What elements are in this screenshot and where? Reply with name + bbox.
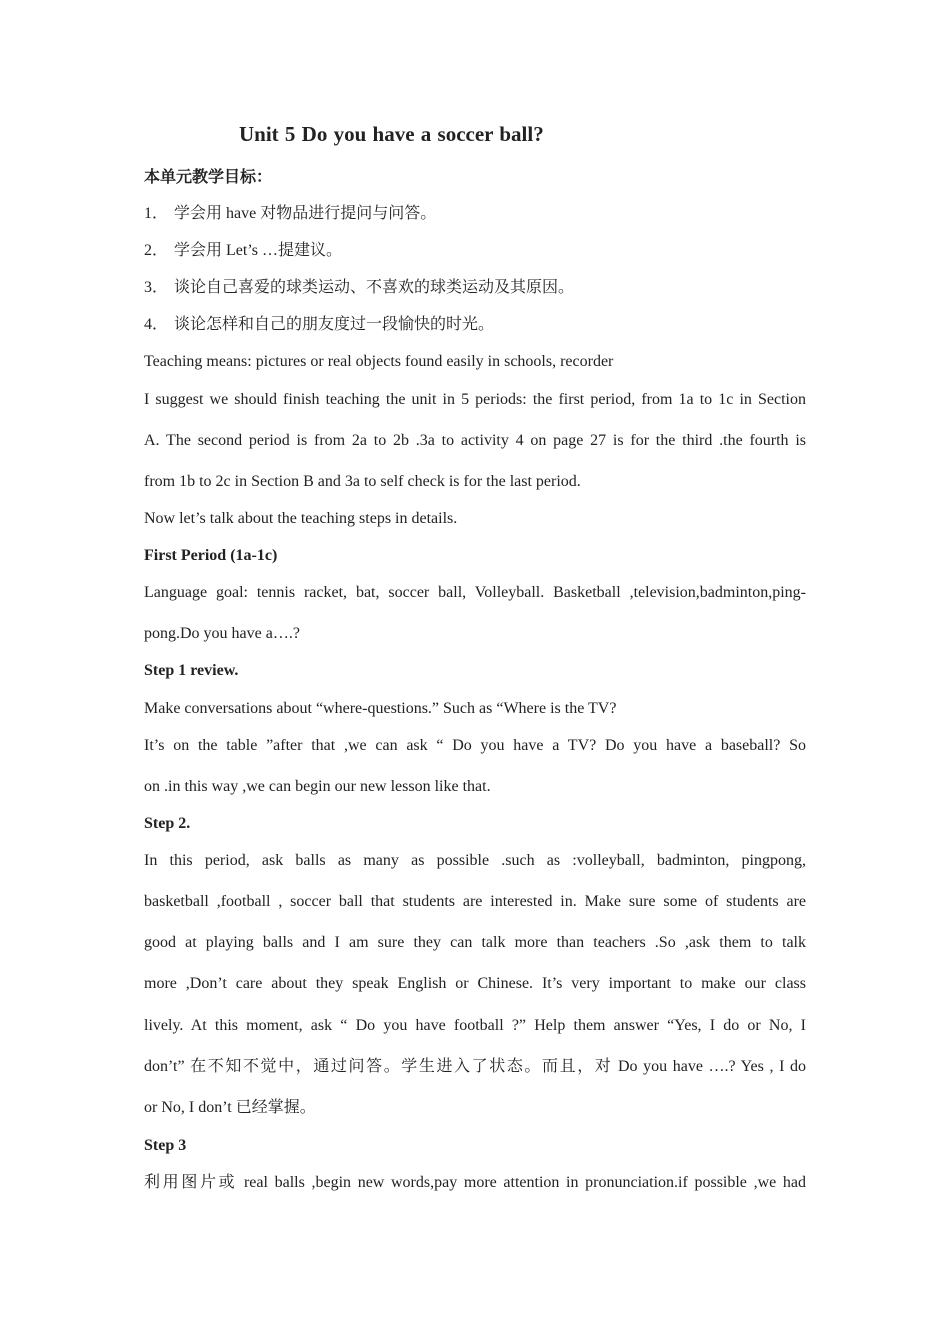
step3-heading: Step 3	[144, 1137, 187, 1154]
step2-heading: Step 2.	[144, 815, 191, 832]
step2-line: or No, I don’t 已经掌握。	[144, 1099, 316, 1116]
objective-text: 学会用 have 对物品进行提问与问答。	[174, 205, 437, 222]
objective-item-1	[144, 203, 806, 225]
objective-item-2	[144, 240, 806, 262]
language-goal-line: Language goal: tennis racket, bat, soccer ball, Volleyball. Basketball ,television,badminton,ping-	[144, 584, 806, 601]
objectives-heading: 本单元教学目标：	[144, 169, 273, 186]
step2-line: basketball ,football , soccer ball that students are interested in. Make sure some of students are	[144, 893, 806, 910]
objective-item-3	[144, 277, 806, 299]
objective-number: 3．	[144, 279, 169, 296]
teaching-means: Teaching means: pictures or real objects found easily in schools, recorder	[144, 353, 614, 370]
step1-line: Make conversations about “where-questions.” Such as “Where is the TV?	[144, 700, 617, 717]
objective-text: 谈论自己喜爱的球类运动、不喜欢的球类运动及其原因。	[174, 279, 575, 296]
step2-line: good at playing balls and I am sure they can talk more than teachers .So ,ask them to talk	[144, 934, 806, 951]
language-goal-line: pong.Do you have a….?	[144, 625, 300, 642]
step2-line: In this period, ask balls as many as possible .such as :volleyball, badminton, pingpong,	[144, 852, 806, 869]
step2-line: more ,Don’t care about they speak English or Chinese. It’s very important to make our class	[144, 975, 806, 992]
objective-number: 4．	[144, 316, 169, 333]
first-period-heading: First Period (1a-1c)	[144, 547, 278, 564]
page-title: Unit 5 Do you have a soccer ball?	[239, 122, 544, 146]
suggest-line: from 1b to 2c in Section B and 3a to self check is for the last period.	[144, 473, 581, 490]
objective-text: 谈论怎样和自己的朋友度过一段愉快的时光。	[174, 316, 495, 333]
objective-number: 2．	[144, 242, 169, 259]
step2-line: lively. At this moment, ask “ Do you have football ?” Help them answer “Yes, I do or No, I	[144, 1017, 806, 1034]
step1-line: on .in this way ,we can begin our new lesson like that.	[144, 778, 491, 795]
step1-heading: Step 1 review.	[144, 662, 239, 679]
suggest-line: A. The second period is from 2a to 2b .3a to activity 4 on page 27 is for the third .the fourth is	[144, 432, 806, 449]
suggest-line: I suggest we should finish teaching the unit in 5 periods: the first period, from 1a to 1c in Section	[144, 391, 806, 408]
step1-line: It’s on the table ”after that ,we can ask “ Do you have a TV? Do you have a baseball? So	[144, 737, 806, 754]
step3-line: 利用图片或 real balls ,begin new words,pay more attention in pronunciation.if possible ,we had	[144, 1174, 806, 1191]
objective-text: 学会用 Let’s …提建议。	[174, 242, 342, 259]
objective-item-4	[144, 314, 806, 336]
objective-number: 1．	[144, 205, 169, 222]
intro-steps: Now let’s talk about the teaching steps in details.	[144, 510, 458, 527]
step2-line: don’t” 在不知不觉中，通过问答。学生进入了状态。而且，对 Do you have ….? Yes , I do	[144, 1058, 806, 1075]
